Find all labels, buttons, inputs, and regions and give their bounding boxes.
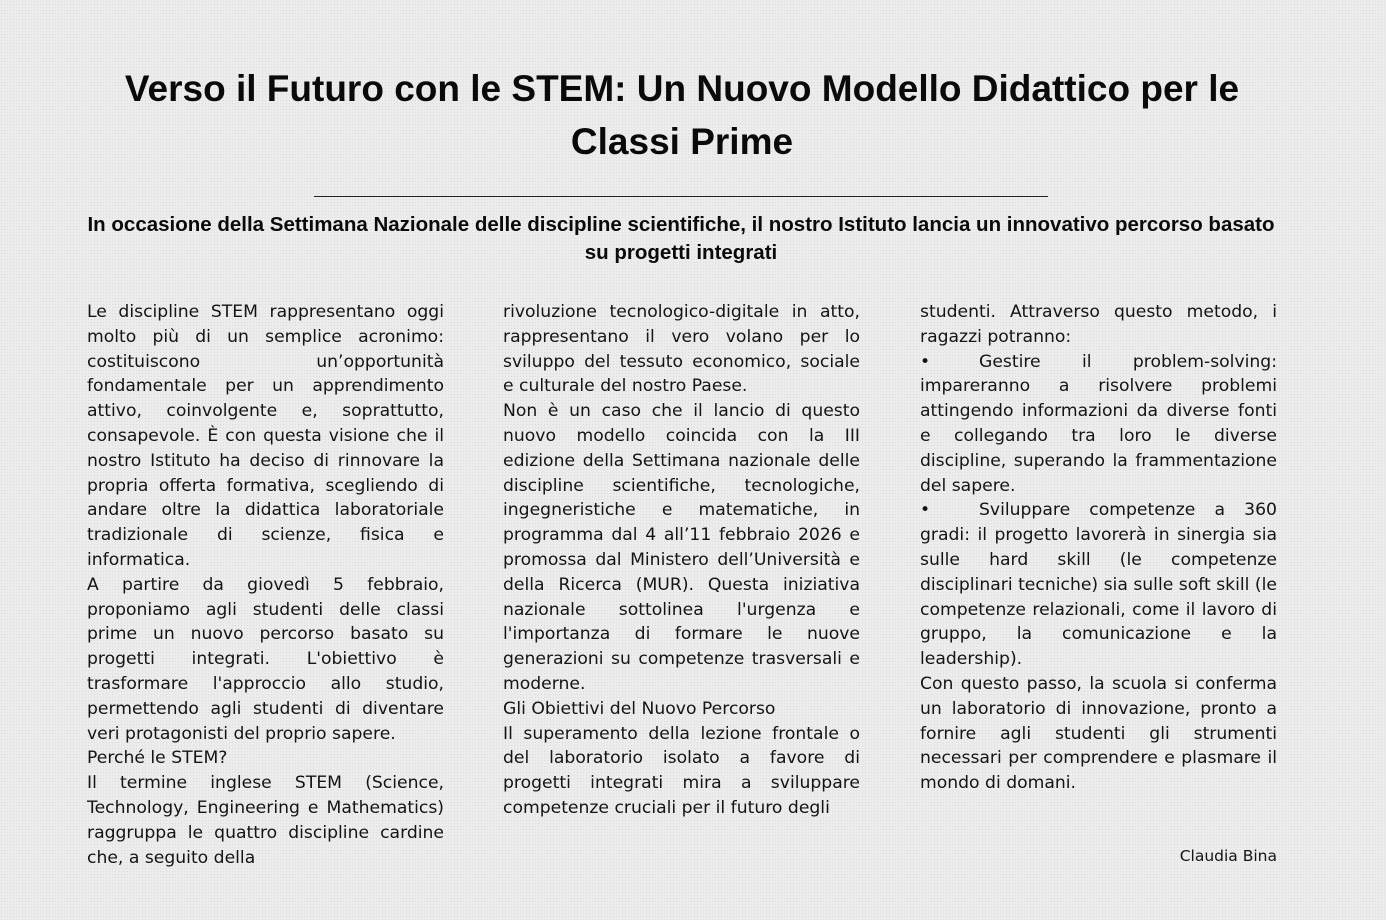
section-heading-why-stem: Perché le STEM? — [87, 748, 228, 769]
bullet-text-problem-solving: Gestire il problem-solving: impareranno a risolvere problemi attingendo informazioni da diverse fonti e collegando tra loro le diverse discipline, superando la frammentazione del sapere. — [920, 351, 1277, 496]
title-divider — [314, 196, 1048, 197]
list-item — [920, 350, 1277, 499]
paragraph-conclusion: Con questo passo, la scuola si conferma un laboratorio di innovazione, pronto a fornire agli studenti gli strumenti necessari per comprendere e plasmare il mondo di domani. — [920, 673, 1277, 794]
paragraph-intro: Le discipline STEM rappresentano oggi molto più di un semplice acronimo: costituiscono un’opportunità fondamentale per un apprendimento attivo, coinvolgente e, soprattutto, consapevole. È con questa visione che il nostro Istituto ha deciso di rinnovare la propria offerta formativa, scegliendo di andare oltre la didattica laboratoriale tradizionale di scienze, fisica e informatica. — [87, 302, 444, 570]
text-column-2 — [503, 300, 860, 821]
paragraph-objectives: Il superamento della lezione frontale o del laboratorio isolato a favore di progetti integrati mira a sviluppare competenze cruciali per il futuro degli — [503, 723, 860, 818]
author-signature: Claudia Bina — [1179, 847, 1277, 865]
paragraph-national-week: Non è un caso che il lancio di questo nuovo modello coincida con la III edizione della Settimana nazionale delle discipline scientifiche, tecnologiche, ingegneristiche e matematiche, in programma dal 4 all’11 febbraio 2026 e promossa dal Ministero dell’Università e della Ricerca (MUR). Questa iniziativa nazionale sottolinea l'urgenza e l'importanza di formare le nuove generazioni su competenze trasversali e moderne. — [503, 401, 860, 694]
bullet-icon: • — [920, 351, 931, 372]
text-column-1 — [87, 300, 444, 870]
paragraph-start-date: A partire da giovedì 5 febbraio, proponiamo agli studenti delle classi prime un nuovo percorso basato su progetti integrati. L'obiettivo è trasformare l'approccio allo studio, permettendo agli studenti di diventare veri protagonisti del proprio sapere. — [87, 574, 444, 744]
paragraph-stem-definition-cont: rivoluzione tecnologico-digitale in atto, rappresentano il vero volano per lo sviluppo del tessuto economico, sociale e culturale del nostro Paese. — [503, 302, 860, 397]
article-title: Verso il Futuro con le STEM: Un Nuovo Modello Didattico per le Classi Prime — [124, 68, 1240, 162]
paragraph-objectives-cont: studenti. Attraverso questo metodo, i ragazzi potranno: — [920, 302, 1277, 347]
list-item — [920, 498, 1277, 672]
section-heading-objectives: Gli Obiettivi del Nuovo Percorso — [503, 698, 776, 719]
article-subtitle: In occasione della Settimana Nazionale delle discipline scientifiche, il nostro Istituto lancia un innovativo percorso basato su progetti integrati — [87, 213, 1275, 264]
paragraph-stem-definition: Il termine inglese STEM (Science, Technology, Engineering e Mathematics) raggruppa le quattro discipline cardine che, a seguito della — [87, 773, 444, 868]
bullet-icon: • — [920, 500, 931, 521]
text-column-3 — [920, 300, 1277, 796]
bullet-text-competences: Sviluppare competenze a 360 gradi: il progetto lavorerà in sinergia sia sulle hard skill (le competenze disciplinari tecniche) sia sulle soft skill (le competenze relazionali, come il lavoro di gruppo, la comunicazione e la leadership). — [920, 500, 1277, 670]
